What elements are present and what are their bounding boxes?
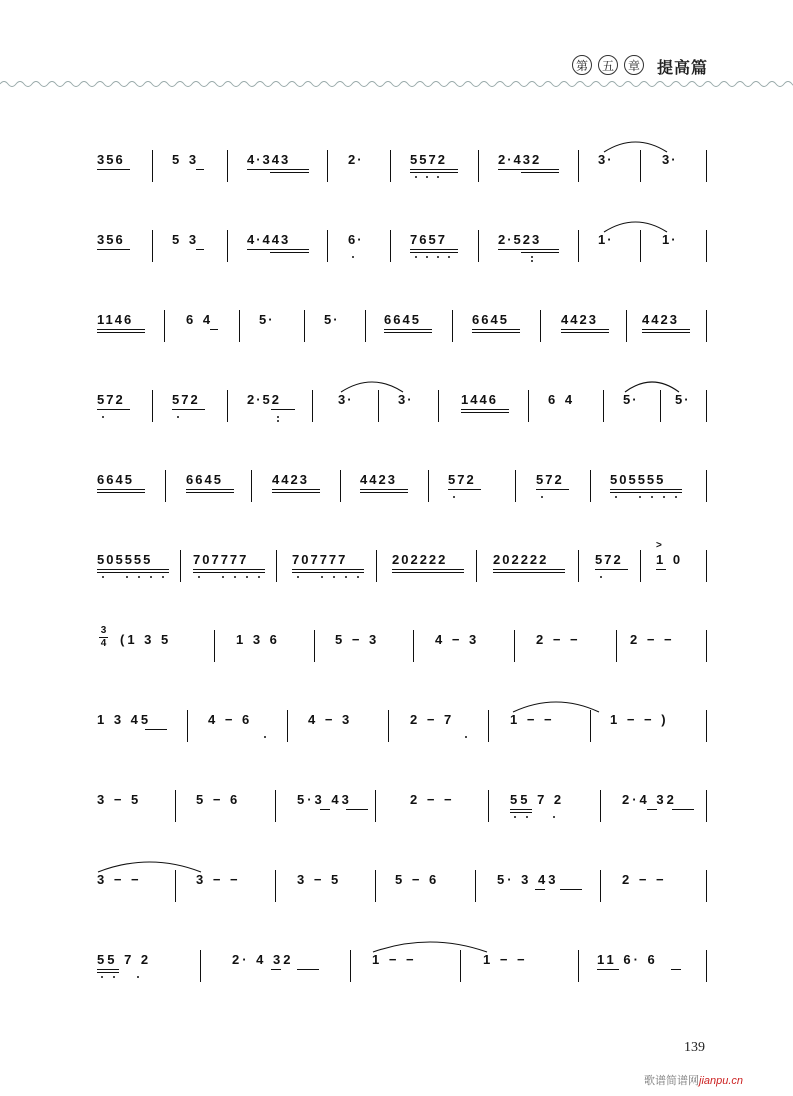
rhythm-underline — [272, 489, 320, 490]
measure-notes: 2 − 7 — [410, 712, 455, 727]
rhythm-underline — [247, 169, 309, 170]
bar-line — [528, 390, 529, 422]
measure-notes: 1146 — [97, 312, 134, 327]
octave-dot — [541, 496, 543, 498]
octave-dot — [162, 576, 164, 578]
measure-notes: 7657 — [410, 232, 447, 247]
bar-line — [340, 470, 341, 502]
bar-line — [251, 470, 252, 502]
rhythm-underline — [610, 489, 682, 490]
bar-line — [227, 150, 228, 182]
bar-line — [603, 390, 604, 422]
rhythm-underline — [97, 329, 145, 330]
measure-notes: 2 − − — [622, 872, 667, 887]
measure-notes: 1 − − — [372, 952, 417, 967]
measure-notes: 1 − − — [483, 952, 528, 967]
measure-notes: 2 − − — [410, 792, 455, 807]
measure-notes: 2 − − — [630, 632, 675, 647]
bar-line — [312, 390, 313, 422]
rhythm-underline — [597, 969, 619, 970]
rhythm-underline — [360, 492, 408, 493]
rhythm-underline — [610, 492, 682, 493]
bar-line — [706, 470, 707, 502]
bar-line — [180, 550, 181, 582]
bar-line — [376, 550, 377, 582]
rhythm-underline — [272, 492, 320, 493]
bar-line — [706, 710, 707, 742]
tie-slur — [340, 378, 404, 394]
measure-notes: 572 — [595, 552, 623, 567]
bar-line — [578, 230, 579, 262]
octave-dot — [102, 416, 104, 418]
chapter-char-2: 五 — [598, 55, 618, 75]
rhythm-underline — [297, 969, 319, 970]
octave-dot — [448, 256, 450, 258]
bar-line — [578, 150, 579, 182]
bar-line — [578, 550, 579, 582]
octave-dot — [615, 496, 617, 498]
bar-line — [578, 950, 579, 982]
measure-notes: 3 − 5 — [97, 792, 142, 807]
measure-notes: 1 0 — [656, 552, 684, 567]
bar-line — [475, 870, 476, 902]
tie-slur — [603, 218, 668, 234]
measure-notes: 1· — [662, 232, 678, 247]
rhythm-underline — [461, 409, 509, 410]
octave-dot — [465, 736, 467, 738]
rhythm-underline — [521, 252, 559, 253]
rhythm-underline — [271, 409, 295, 410]
octave-dot — [531, 256, 533, 258]
measure-notes: 5· — [675, 392, 691, 407]
chapter-char-3: 章 — [624, 55, 644, 75]
measure-notes: 4 − 3 — [308, 712, 353, 727]
measure-notes: 2· 4 32 — [232, 952, 294, 967]
bar-line — [616, 630, 617, 662]
measure-notes: 3· — [338, 392, 354, 407]
measure-notes: 4 − 3 — [435, 632, 480, 647]
score-line — [0, 698, 793, 758]
measure-notes: 3 − 5 — [297, 872, 342, 887]
measure-notes: 5· — [259, 312, 275, 327]
rhythm-underline — [346, 809, 368, 810]
measure-notes: 572 — [536, 472, 564, 487]
rhythm-underline — [97, 492, 145, 493]
measure-notes: 356 — [97, 232, 125, 247]
bar-line — [275, 870, 276, 902]
bar-line — [390, 230, 391, 262]
octave-dot — [345, 576, 347, 578]
measure-notes: 707777 — [193, 552, 249, 567]
score-line — [0, 378, 793, 438]
bar-line — [276, 550, 277, 582]
rhythm-underline — [360, 489, 408, 490]
bar-line — [640, 230, 641, 262]
watermark-site: 歌谱简谱网 — [644, 1075, 699, 1087]
score-line — [0, 298, 793, 358]
bar-line — [327, 230, 328, 262]
measure-notes: 356 — [97, 152, 125, 167]
bar-line — [706, 150, 707, 182]
bar-line — [488, 710, 489, 742]
score-line — [0, 538, 793, 598]
rhythm-underline — [472, 329, 520, 330]
bar-line — [476, 550, 477, 582]
rhythm-underline — [270, 252, 309, 253]
measure-notes: 6645 — [472, 312, 509, 327]
rhythm-underline — [97, 489, 145, 490]
rhythm-underline — [384, 329, 432, 330]
octave-dot — [357, 576, 359, 578]
bar-line — [600, 790, 601, 822]
octave-dot — [137, 976, 139, 978]
bar-line — [175, 870, 176, 902]
octave-dot — [514, 816, 516, 818]
measure-notes: 1 3 6 — [236, 632, 280, 647]
measure-notes: 2·4 32 — [622, 792, 677, 807]
measure-notes: 6· — [348, 232, 364, 247]
score-line — [0, 138, 793, 198]
rhythm-underline — [97, 169, 130, 170]
rhythm-underline — [493, 569, 565, 570]
bar-line — [390, 150, 391, 182]
measure-notes: 3· — [598, 152, 614, 167]
rhythm-underline — [97, 972, 119, 973]
measure-notes: 5· 3 43 — [497, 872, 559, 887]
score-line — [0, 458, 793, 518]
score-line — [0, 778, 793, 838]
rhythm-underline — [498, 169, 559, 170]
octave-dot — [675, 496, 677, 498]
rhythm-underline — [97, 332, 145, 333]
measure-notes: 5 3 — [172, 232, 200, 247]
measure-notes: 6645 — [384, 312, 421, 327]
octave-dot — [453, 496, 455, 498]
octave-dot — [663, 496, 665, 498]
measure-notes: 5 − 3 — [335, 632, 380, 647]
rhythm-underline — [672, 809, 694, 810]
bar-line — [626, 310, 627, 342]
bar-line — [706, 870, 707, 902]
bar-line — [640, 150, 641, 182]
time-signature — [99, 626, 108, 649]
octave-dot — [246, 576, 248, 578]
chapter-char-1: 第 — [572, 55, 592, 75]
octave-dot — [415, 256, 417, 258]
octave-dot — [553, 816, 555, 818]
bar-line — [706, 390, 707, 422]
bar-line — [164, 310, 165, 342]
rhythm-underline — [561, 329, 609, 330]
measure-notes: 2·523 — [498, 232, 542, 247]
tie-slur — [97, 858, 202, 874]
octave-dot — [426, 176, 428, 178]
bar-line — [175, 790, 176, 822]
time-signature-top: 3 — [100, 625, 107, 636]
octave-dot — [531, 260, 533, 262]
bar-line — [388, 710, 389, 742]
wavy-divider — [0, 78, 793, 90]
tie-slur — [372, 938, 488, 954]
bar-line — [590, 470, 591, 502]
rhythm-underline — [186, 492, 234, 493]
octave-dot — [426, 256, 428, 258]
bar-line — [706, 630, 707, 662]
bar-line — [152, 150, 153, 182]
bar-line — [488, 790, 489, 822]
octave-dot — [101, 976, 103, 978]
rhythm-underline — [461, 412, 509, 413]
measure-notes: 5·3 43 — [297, 792, 352, 807]
bar-line — [706, 950, 707, 982]
measure-notes: 4423 — [642, 312, 679, 327]
measure-notes: 572 — [97, 392, 125, 407]
rhythm-underline — [498, 249, 559, 250]
rhythm-underline — [271, 969, 281, 970]
rhythm-underline — [642, 329, 690, 330]
measure-notes: 1 − − — [510, 712, 555, 727]
bar-line — [478, 230, 479, 262]
score-line — [0, 218, 793, 278]
measure-notes: 6645 — [186, 472, 223, 487]
rhythm-underline — [561, 332, 609, 333]
rhythm-underline — [536, 489, 569, 490]
tie-slur — [512, 698, 600, 714]
bar-line — [514, 630, 515, 662]
bar-line — [165, 470, 166, 502]
octave-dot — [177, 416, 179, 418]
octave-dot — [437, 176, 439, 178]
tie-slur — [624, 378, 680, 394]
bar-line — [640, 550, 641, 582]
measure-notes: 4423 — [360, 472, 397, 487]
rhythm-underline — [671, 969, 681, 970]
rhythm-underline — [97, 572, 169, 573]
octave-dot — [150, 576, 152, 578]
rhythm-underline — [145, 729, 167, 730]
watermark-url: jianpu.cn — [699, 1075, 744, 1087]
bar-line — [375, 870, 376, 902]
measure-notes: 505555 — [97, 552, 153, 567]
octave-dot — [234, 576, 236, 578]
bar-line — [706, 790, 707, 822]
measure-notes: 55 7 2 — [97, 952, 152, 967]
octave-dot — [113, 976, 115, 978]
bar-line — [660, 390, 661, 422]
rhythm-underline — [392, 569, 464, 570]
measure-notes: 3 − − — [97, 872, 142, 887]
measure-notes: 3· — [398, 392, 414, 407]
time-signature-bottom: 4 — [100, 638, 107, 649]
rhythm-underline — [247, 249, 309, 250]
octave-dot — [277, 416, 279, 418]
measure-notes: 572 — [448, 472, 476, 487]
bar-line — [227, 230, 228, 262]
measure-notes: 5 − 6 — [196, 792, 241, 807]
bar-line — [187, 710, 188, 742]
measure-notes: 202222 — [392, 552, 448, 567]
tie-slur — [603, 138, 668, 154]
rhythm-underline — [210, 329, 218, 330]
measure-notes: 5 3 — [172, 152, 200, 167]
bar-line — [515, 470, 516, 502]
rhythm-underline — [270, 172, 309, 173]
bar-line — [152, 230, 153, 262]
octave-dot — [138, 576, 140, 578]
measure-notes: 6645 — [97, 472, 134, 487]
bar-line — [590, 710, 591, 742]
bar-line — [706, 310, 707, 342]
bar-line — [200, 950, 201, 982]
bar-line — [706, 550, 707, 582]
measure-notes: 505555 — [610, 472, 666, 487]
measure-notes: 3· — [662, 152, 678, 167]
rhythm-underline — [510, 812, 532, 813]
measure-notes: 4·343 — [247, 152, 291, 167]
measure-notes: 5 − 6 — [395, 872, 440, 887]
bar-line — [304, 310, 305, 342]
bar-line — [460, 950, 461, 982]
rhythm-underline — [560, 889, 582, 890]
measure-notes: 55 7 2 — [510, 792, 565, 807]
rhythm-underline — [97, 969, 119, 970]
rhythm-underline — [97, 569, 169, 570]
octave-dot — [126, 576, 128, 578]
rhythm-underline — [510, 809, 532, 810]
bar-line — [540, 310, 541, 342]
octave-dot — [102, 576, 104, 578]
rhythm-underline — [392, 572, 464, 573]
section-title: 提高篇 — [657, 58, 709, 77]
rhythm-underline — [521, 172, 559, 173]
bar-line — [365, 310, 366, 342]
octave-dot — [437, 256, 439, 258]
measure-notes: 5572 — [410, 152, 447, 167]
rhythm-underline — [656, 569, 666, 570]
measure-notes: (1 3 5 — [120, 632, 172, 647]
score-line — [0, 858, 793, 918]
rhythm-underline — [410, 169, 458, 170]
rhythm-underline — [97, 249, 130, 250]
measure-notes: 5· — [623, 392, 639, 407]
measure-notes: 2·432 — [498, 152, 542, 167]
bar-line — [327, 150, 328, 182]
rhythm-underline — [97, 409, 130, 410]
rhythm-underline — [410, 249, 458, 250]
octave-dot — [639, 496, 641, 498]
bar-line — [413, 630, 414, 662]
octave-dot — [277, 420, 279, 422]
rhythm-underline — [384, 332, 432, 333]
measure-notes: 4423 — [561, 312, 598, 327]
measure-notes: 572 — [172, 392, 200, 407]
measure-notes: 1· — [598, 232, 614, 247]
bar-line — [214, 630, 215, 662]
measure-notes: 6 4 — [186, 312, 214, 327]
rhythm-underline — [172, 409, 205, 410]
octave-dot — [600, 576, 602, 578]
octave-dot — [222, 576, 224, 578]
octave-dot — [352, 256, 354, 258]
octave-dot — [526, 816, 528, 818]
bar-line — [478, 150, 479, 182]
octave-dot — [651, 496, 653, 498]
bar-line — [227, 390, 228, 422]
rhythm-underline — [186, 489, 234, 490]
rhythm-underline — [292, 572, 364, 573]
rhythm-underline — [292, 569, 364, 570]
measure-notes: 4 − 6 — [208, 712, 253, 727]
rhythm-underline — [193, 572, 265, 573]
octave-dot — [258, 576, 260, 578]
octave-dot — [333, 576, 335, 578]
measure-notes: 2·52 — [247, 392, 282, 407]
octave-dot — [297, 576, 299, 578]
bar-line — [152, 390, 153, 422]
bar-line — [438, 390, 439, 422]
octave-dot — [321, 576, 323, 578]
measure-notes: 2· — [348, 152, 364, 167]
octave-dot — [415, 176, 417, 178]
watermark — [644, 1072, 743, 1088]
rhythm-underline — [642, 332, 690, 333]
rhythm-underline — [493, 572, 565, 573]
measure-notes: 6 4 — [548, 392, 576, 407]
bar-line — [287, 710, 288, 742]
measure-notes: 707777 — [292, 552, 348, 567]
measure-notes: 202222 — [493, 552, 549, 567]
measure-notes: 1 − − ) — [610, 712, 669, 727]
accent-mark: > — [656, 540, 662, 551]
bar-line — [428, 470, 429, 502]
octave-dot — [264, 736, 266, 738]
rhythm-underline — [193, 569, 265, 570]
measure-notes: 1 3 45 — [97, 712, 152, 727]
measure-notes: 4·443 — [247, 232, 291, 247]
rhythm-underline — [410, 172, 458, 173]
bar-line — [706, 230, 707, 262]
bar-line — [452, 310, 453, 342]
measure-notes: 5· — [324, 312, 340, 327]
measure-notes: 1446 — [461, 392, 498, 407]
rhythm-underline — [647, 809, 657, 810]
bar-line — [350, 950, 351, 982]
rhythm-underline — [196, 249, 204, 250]
bar-line — [275, 790, 276, 822]
rhythm-underline — [196, 169, 204, 170]
bar-line — [600, 870, 601, 902]
bar-line — [375, 790, 376, 822]
rhythm-underline — [410, 252, 458, 253]
rhythm-underline — [320, 809, 330, 810]
measure-notes: 2 − − — [536, 632, 581, 647]
measure-notes: 3 − − — [196, 872, 241, 887]
rhythm-underline — [448, 489, 481, 490]
measure-notes: 4423 — [272, 472, 309, 487]
rhythm-underline — [595, 569, 628, 570]
bar-line — [239, 310, 240, 342]
measure-notes: 11 6· 6 — [597, 952, 658, 967]
bar-line — [378, 390, 379, 422]
page-number: 139 — [684, 1040, 705, 1055]
bar-line — [314, 630, 315, 662]
score-line — [0, 618, 793, 678]
score-line — [0, 938, 793, 998]
octave-dot — [198, 576, 200, 578]
rhythm-underline — [472, 332, 520, 333]
rhythm-underline — [535, 889, 545, 890]
